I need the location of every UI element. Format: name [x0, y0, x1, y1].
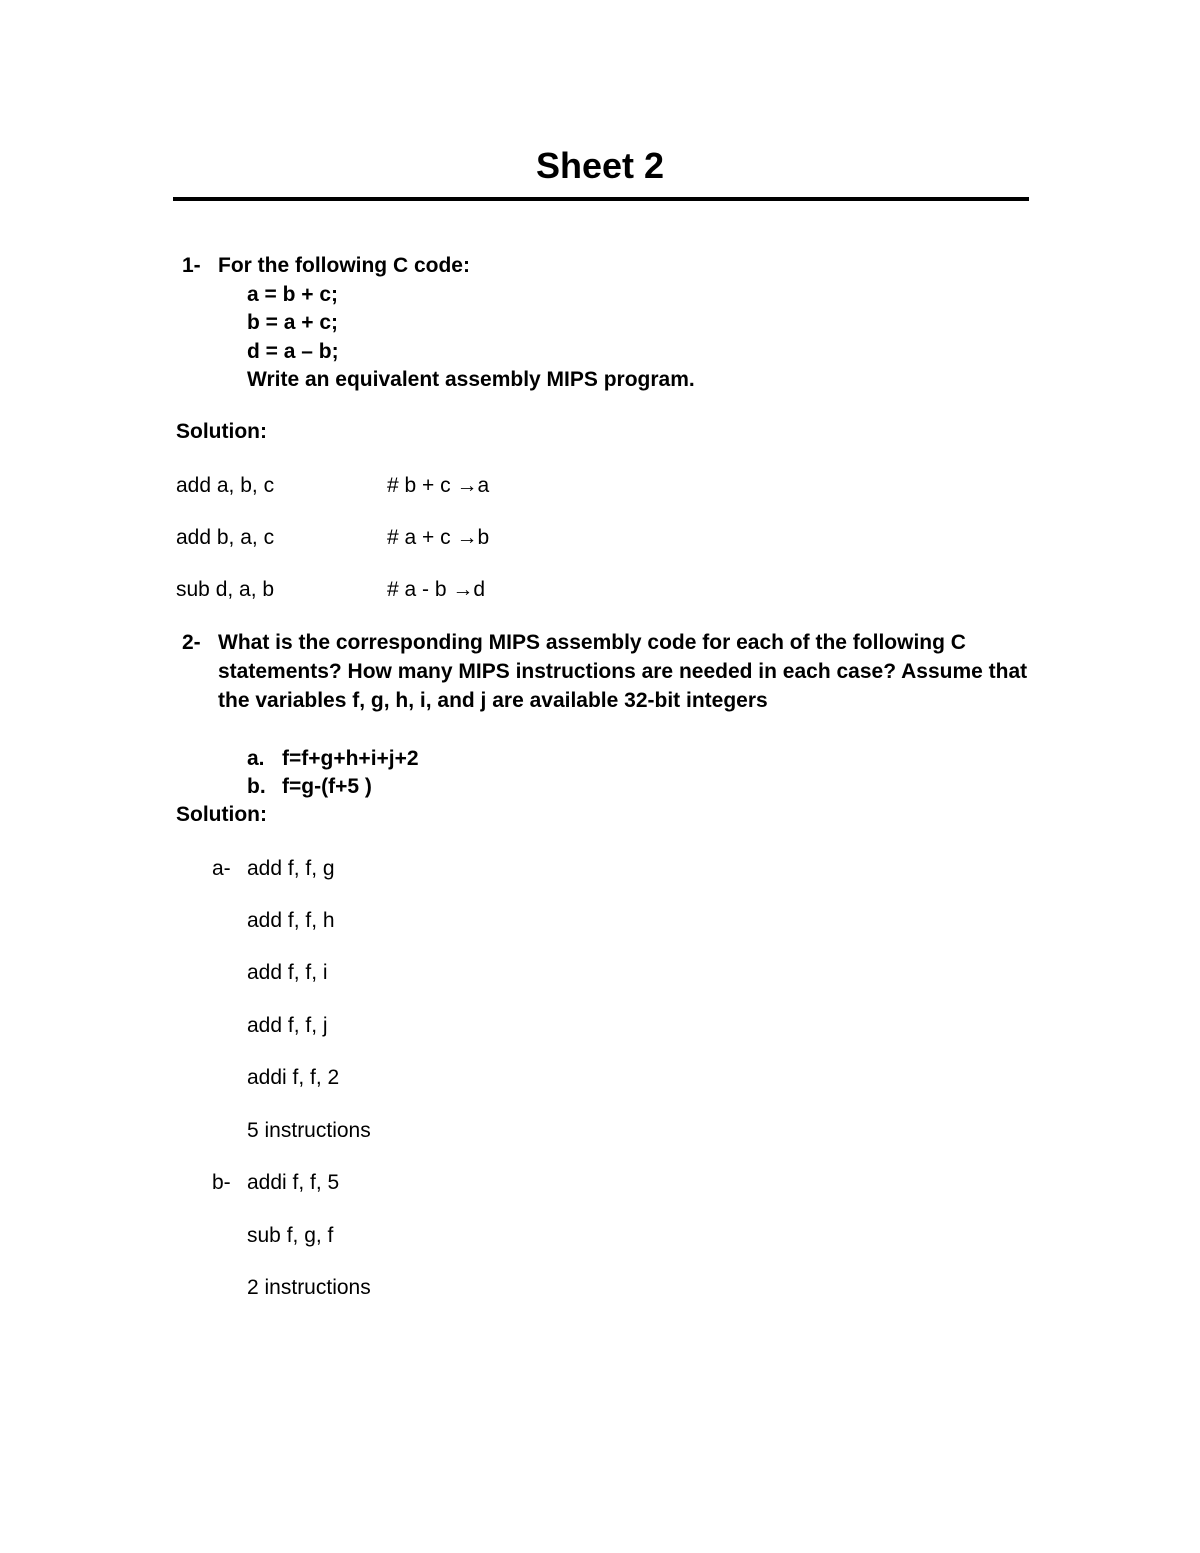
q2-text-line: statements? How many MIPS instructions are needed in each case? Assume that	[218, 660, 1028, 683]
q1-solution-instruction: add a, b, c	[176, 474, 275, 497]
q1-solution-comment: # a - b →d	[387, 578, 486, 601]
q2-text-line: the variables f, g, h, i, and j are available 32-bit integers	[218, 689, 768, 712]
title-underline	[173, 197, 1029, 201]
q2-answer-line: 5 instructions	[247, 1119, 371, 1142]
q1-code-line: b = a + c;	[247, 311, 339, 334]
q2-answer-line: add f, f, h	[247, 909, 335, 932]
q2-answer-line: add f, f, j	[247, 1014, 328, 1037]
q2-part-label: b.	[247, 775, 266, 798]
q1-solution-instruction: add b, a, c	[176, 526, 275, 549]
q1-code-line: a = b + c;	[247, 283, 339, 306]
q2-answer-line: sub f, g, f	[247, 1224, 334, 1247]
q1-solution-comment: # b + c →a	[387, 474, 490, 497]
q2-part-label: a.	[247, 747, 265, 770]
q2-answer-label: a-	[212, 857, 231, 880]
q2-solution-label: Solution:	[176, 803, 267, 826]
q1-prompt: For the following C code:	[218, 254, 470, 277]
q1-solution-comment: # a + c →b	[387, 526, 490, 549]
q2-answer-line: 2 instructions	[247, 1276, 371, 1299]
q1-code-line: d = a – b;	[247, 340, 339, 363]
q1-solution-label: Solution:	[176, 420, 267, 443]
q2-part-expression: f=f+g+h+i+j+2	[282, 747, 419, 770]
q2-text-line: What is the corresponding MIPS assembly code for each of the following C	[218, 631, 966, 654]
q2-answer-line: addi f, f, 2	[247, 1066, 340, 1089]
q1-task: Write an equivalent assembly MIPS program.	[247, 368, 695, 391]
q2-answer-line: addi f, f, 5	[247, 1171, 340, 1194]
q1-solution-instruction: sub d, a, b	[176, 578, 275, 601]
q2-answer-line: add f, f, g	[247, 857, 335, 880]
q2-answer-label: b-	[212, 1171, 231, 1194]
q2-part-expression: f=g-(f+5 )	[282, 775, 372, 798]
q2-answer-line: add f, f, i	[247, 961, 328, 984]
q1-number: 1-	[182, 254, 201, 277]
q2-number: 2-	[182, 631, 201, 654]
page-title: Sheet 2	[535, 145, 665, 186]
